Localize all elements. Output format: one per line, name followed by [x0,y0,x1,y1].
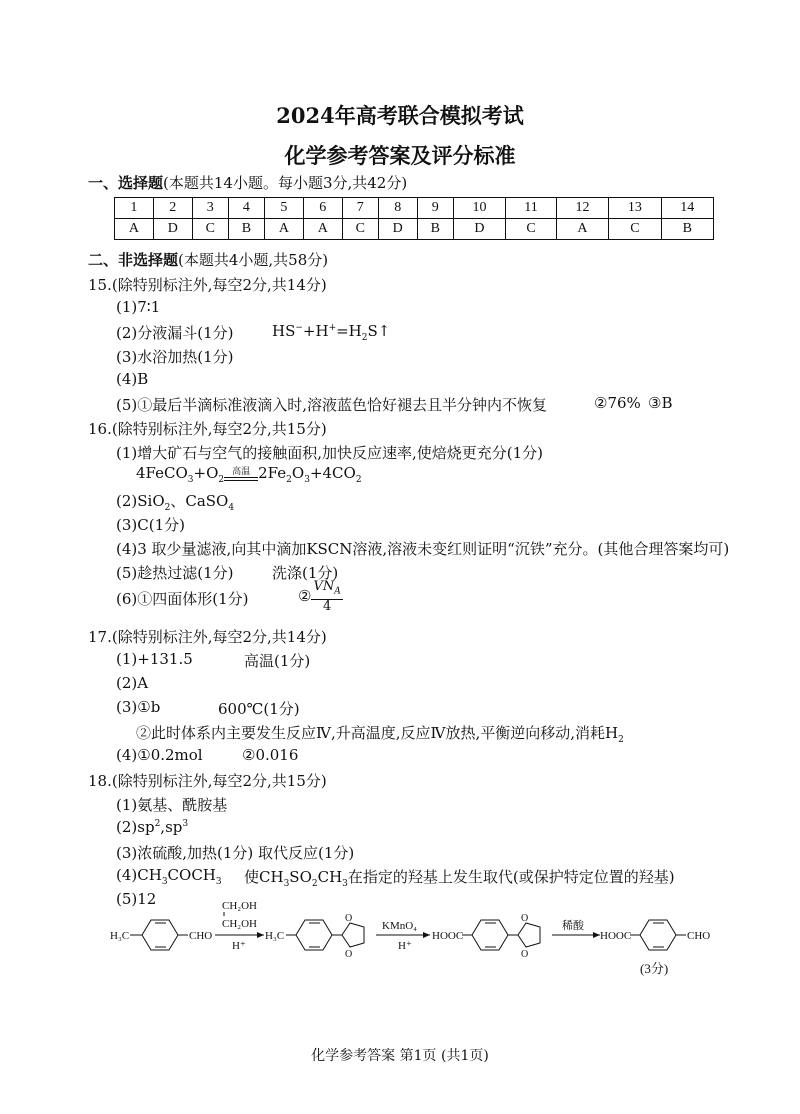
reagent1-top2: CH₂OH [222,918,258,930]
page-footer: 化学参考答案 第1页 (共1页) [311,1048,489,1064]
section1-note: (本题共14小题。每小题3分,共42分) [163,174,408,192]
q18-line4b-part: 在指定的羟基上发生取代(或保护特定位置的羟基) [347,868,675,886]
answer-cell: A [115,219,154,240]
answer-cell: C [609,219,661,240]
q16-line2: (2)SiO$_2$、CaSO$_4$ [116,492,235,513]
q16-line4: (4)3 取少量滤液,向其中滴加KSCN溶液,溶液未变红则证明“沉铁”充分。(其他合理答案均可) [116,540,730,558]
q15-line2a: (2)分液漏斗(1分) [116,324,234,342]
q17-line1a: (1)+131.5 [116,650,193,668]
question-number-cell: 11 [506,198,557,219]
p3-right-label: CHO [687,930,711,942]
q18-line2: $(2)sp^2,sp^3$ [116,818,189,836]
q18-line4b-part: 使CH [244,868,284,886]
q15-eq-part: HS [272,322,296,340]
answer-cell: B [228,219,264,240]
answer-table-answer-row [115,219,714,240]
q15-line5: (5)①最后半滴标准液滴入时,溶液蓝色恰好褪去且半分钟内不恢复 [116,396,548,414]
ring-oxygen: O [345,913,353,924]
benzene-ring [142,920,178,950]
q17-line3a: (3)①b [116,698,161,716]
q15-line2b: $HS^-+H^+=H_2S↑$ [272,322,391,343]
ring-oxygen: O [521,913,529,924]
answer-cell: D [378,219,417,240]
q16-line1: (1)增大矿石与空气的接触面积,加快反应速率,使焙烧更充分(1分) [116,444,544,462]
q18-line4a-part: COCH [167,866,216,884]
q17-line3c: ②此时体系内主要发生反应Ⅳ,升高温度,反应Ⅳ放热,平衡逆向移动,消耗$H_2$ [136,724,624,745]
answer-cell: A [303,219,342,240]
sm-right-label: CHO [189,930,213,942]
question-number-cell: 7 [342,198,378,219]
page-title: 2024年高考联合模拟考试 [276,103,524,128]
question-number-cell: 3 [192,198,228,219]
q15-eq-part: =H [336,322,362,340]
ring-oxygen: O [521,949,529,960]
question-number-cell: 9 [417,198,453,219]
answer-cell: B [417,219,453,240]
q17-line2: (2)A [116,674,149,692]
answer-cell: C [342,219,378,240]
q18-line5: (5)12 [116,890,157,908]
answer-cell: D [153,219,192,240]
q17-line3b: 600℃(1分) [218,700,300,718]
q16-line6b-label: ② [298,586,312,605]
q15-head: 15.(除特别标注外,每空2分,共14分) [88,276,327,294]
question-number-cell: 13 [609,198,661,219]
q15-line4: (4)B [116,370,149,388]
q17-line3c-text: ②此时体系内主要发生反应Ⅳ,升高温度,反应Ⅳ放热,平衡逆向移动,消耗H [136,724,619,742]
question-number-cell: 6 [303,198,342,219]
q16-line6b [298,580,343,614]
section1-heading-row [88,172,407,193]
answer-cell: C [192,219,228,240]
q16-line6a: (6)①四面体形(1分) [116,590,249,608]
q18-line2-part: ,sp [160,818,183,836]
question-number-cell: 10 [453,198,505,219]
dioxolane-ring [342,923,364,947]
reagent3-top: 稀酸 [562,920,584,932]
q15-eq-part: +H [302,322,329,340]
q18-head: 18.(除特别标注外,每空2分,共15分) [88,772,327,790]
scheme-score: (3分) [640,961,669,976]
q16-line3: (3)C(1分) [116,516,185,534]
section2-note: (本题共4小题,共58分) [178,251,329,269]
p2-left-label: HOOC [432,930,464,942]
q17-line4a: (4)①0.2mol [116,746,203,764]
answer-cell: B [661,219,713,240]
answer-table-number-row [115,198,714,219]
answer-cell: D [453,219,505,240]
q18-line2-part: (2)sp [116,818,155,836]
page-subtitle: 化学参考答案及评分标准 [284,143,516,168]
q15-line3: (3)水浴加热(1分) [116,348,234,366]
p1-left-label: H₃C [265,930,285,942]
section2-heading: 二、非选择题 [88,251,179,269]
sm-left-label: H₃C [110,930,130,942]
q18-line1: (1)氨基、酰胺基 [116,796,228,814]
reaction-condition: 高温 [232,466,251,477]
q16-head: 16.(除特别标注外,每空2分,共15分) [88,420,327,438]
q18-line4a-part: (4)CH [116,866,162,884]
q16-line5b: 洗涤(1分) [272,564,339,582]
q15-line5c: ③B [648,394,673,412]
q16-equation: $4FeCO_3+O_2$ 高温 $2Fe_2O_3+4CO_2$ [136,464,362,485]
fraction [311,580,342,614]
question-number-cell: 2 [153,198,192,219]
synthesis-scheme [100,895,740,985]
section2-heading-row [88,249,328,270]
q15-eq-part: S↑ [367,322,391,340]
dioxolane-ring [518,923,540,947]
answer-cell: A [556,219,608,240]
benzene-ring [296,920,332,950]
q18-line4b-part: SO [289,868,312,886]
answer-cell: C [506,219,557,240]
reagent2-top: KMnO₄ [382,920,418,932]
question-number-cell: 4 [228,198,264,219]
fraction-denominator: 4 [322,598,332,614]
question-number-cell: 8 [378,198,417,219]
fraction-numerator: VN [313,579,335,594]
reagent1-bottom: H⁺ [232,940,246,952]
q17-line4b: ②0.016 [242,746,299,764]
reagent2-bottom: H⁺ [398,940,412,952]
reagent1-top1: CH₂OH [222,900,258,912]
reaction-equals-sign [224,468,258,481]
q16-line5a: (5)趁热过滤(1分) [116,564,234,582]
fraction-sub: A [334,586,341,597]
q18-line3: (3)浓硫酸,加热(1分) 取代反应(1分) [116,844,355,862]
q18-line4b-part: CH [317,868,343,886]
question-number-cell: 5 [264,198,303,219]
section1-heading: 一、选择题 [88,174,164,192]
answer-cell: A [264,219,303,240]
answer-table [114,197,714,240]
p3-left-label: HOOC [600,930,632,942]
q16-line2-part: 、CaSO [170,492,229,510]
q16-line2-part: (2)SiO [116,492,165,510]
q18-line4b: 使$CH_3SO_2CH_3$在指定的羟基上发生取代(或保护特定位置的羟基) [244,868,675,889]
question-number-cell: 14 [661,198,713,219]
q17-line1b: 高温(1分) [244,652,311,670]
q15-line1: (1)7∶1 [116,298,161,316]
benzene-ring [640,920,676,950]
q18-line4a: $(4)CH_3COCH_3$ [116,866,222,887]
ring-oxygen: O [345,949,353,960]
benzene-ring [472,920,508,950]
question-number-cell: 12 [556,198,608,219]
q17-head: 17.(除特别标注外,每空2分,共14分) [88,628,327,646]
question-number-cell: 1 [115,198,154,219]
q15-line5b: ②76% [594,394,641,412]
